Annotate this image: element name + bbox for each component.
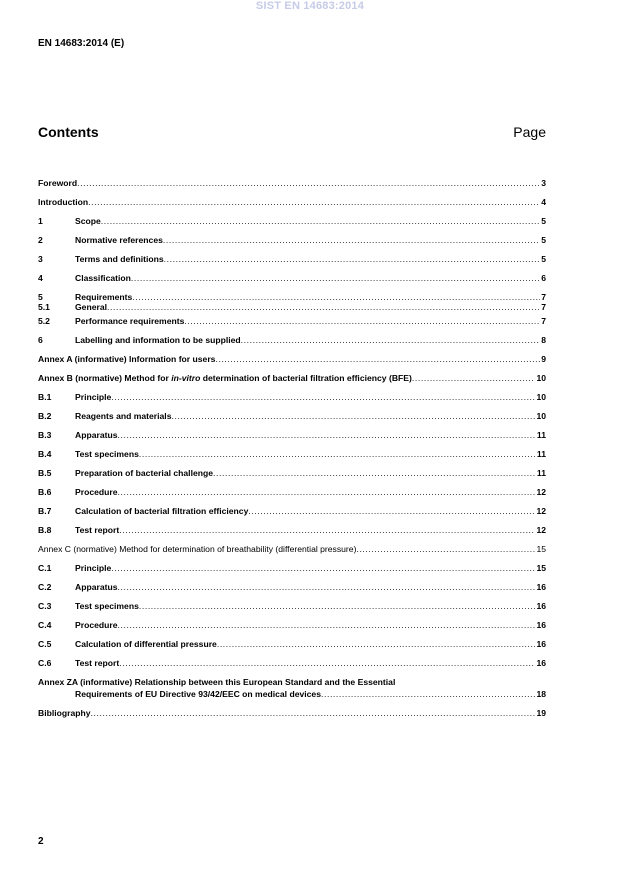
- toc-page: 4: [541, 197, 546, 207]
- toc-title: Principle: [75, 563, 112, 573]
- toc-number: C.3: [38, 601, 52, 611]
- toc-title: Test report: [75, 658, 120, 668]
- toc-page: 11: [536, 449, 546, 459]
- toc-entry-labelling[interactable]: [38, 333, 546, 345]
- toc-entry-general[interactable]: [38, 300, 546, 312]
- toc-number: B.3: [38, 430, 52, 440]
- toc-number: C.5: [38, 639, 52, 649]
- toc-leader: [171, 411, 535, 421]
- toc-entry-bibliography[interactable]: [38, 706, 546, 718]
- toc-page: 16: [536, 601, 546, 611]
- toc-title: Calculation of differential pressure: [75, 639, 217, 649]
- toc-entry-normative-references[interactable]: [38, 233, 546, 245]
- toc-title: Principle: [75, 392, 112, 402]
- toc-leader: [111, 563, 535, 573]
- toc-title: Labelling and information to be supplied: [75, 335, 241, 345]
- toc-leader: [88, 197, 540, 207]
- toc-leader: [356, 544, 535, 554]
- toc-number: C.4: [38, 620, 52, 630]
- toc-entry-terms[interactable]: [38, 252, 546, 264]
- toc-page: 7: [541, 316, 546, 326]
- toc-title: General: [75, 302, 108, 312]
- toc-page: 5: [541, 254, 546, 264]
- toc-entry-introduction[interactable]: [38, 195, 546, 207]
- toc-page: 11: [536, 430, 546, 440]
- toc-leader: [163, 235, 540, 245]
- toc-page: 10: [536, 392, 546, 402]
- toc-number: B.1: [38, 392, 52, 402]
- toc-number: 1: [38, 216, 43, 226]
- toc-leader: [101, 216, 540, 226]
- toc-title-part: Annex B (normative) Method for: [38, 373, 172, 383]
- toc-number: B.2: [38, 411, 52, 421]
- toc-leader: [111, 392, 535, 402]
- toc-leader: [107, 302, 540, 312]
- toc-number: C.2: [38, 582, 52, 592]
- toc-title: Annex A (informative) Information for users: [38, 354, 216, 364]
- toc-entry-c4[interactable]: [38, 618, 546, 630]
- toc-title: Procedure: [75, 487, 118, 497]
- toc-title: Apparatus: [75, 582, 118, 592]
- page-column-label: Page: [513, 124, 546, 140]
- toc-entry-c1[interactable]: [38, 561, 546, 573]
- toc-leader: [412, 373, 536, 383]
- toc-leader: [118, 620, 536, 630]
- toc-title: Preparation of bacterial challenge: [75, 468, 214, 478]
- toc-title: [38, 373, 412, 383]
- toc-leader: [118, 487, 536, 497]
- toc-title: Test report: [75, 525, 120, 535]
- contents-heading: Contents: [38, 124, 99, 140]
- toc-number: B.8: [38, 525, 52, 535]
- toc-page: 12: [536, 525, 546, 535]
- document-id: EN 14683:2014 (E): [38, 38, 125, 49]
- toc-number: 5.1: [38, 302, 50, 312]
- toc-number: B.4: [38, 449, 52, 459]
- toc-entry-c3[interactable]: [38, 599, 546, 611]
- watermark: SIST EN 14683:2014: [255, 0, 365, 12]
- toc-page: 16: [536, 639, 546, 649]
- toc-title: Annex C (normative) Method for determination of breathability (differential pressure): [38, 544, 357, 554]
- toc-entry-foreword[interactable]: [38, 176, 546, 188]
- toc-entry-b6[interactable]: [38, 485, 546, 497]
- toc-entry-scope[interactable]: [38, 214, 546, 226]
- toc-leader: [215, 354, 540, 364]
- toc-number: B.7: [38, 506, 52, 516]
- toc-entry-annex-c[interactable]: [38, 542, 546, 554]
- toc-number: 4: [38, 273, 43, 283]
- toc-title: Normative references: [75, 235, 163, 245]
- toc-page: 10: [536, 373, 546, 383]
- toc-entry-annex-za-line2[interactable]: [38, 687, 546, 699]
- toc-entry-c5[interactable]: [38, 637, 546, 649]
- toc-leader: [184, 316, 540, 326]
- toc-entry-b1[interactable]: [38, 390, 546, 402]
- toc-page: 12: [536, 487, 546, 497]
- toc-title: Reagents and materials: [75, 411, 172, 421]
- toc-leader: [241, 335, 541, 345]
- toc-page: 12: [536, 506, 546, 516]
- toc-number: 3: [38, 254, 43, 264]
- toc-title: Requirements: [75, 292, 133, 302]
- toc-leader: [119, 525, 535, 535]
- toc-title-part: determination of bacterial filtration efficiency (BFE): [200, 373, 412, 383]
- toc-title: Procedure: [75, 620, 118, 630]
- toc-page: 8: [541, 335, 546, 345]
- toc-title: Calculation of bacterial filtration efficiency: [75, 506, 249, 516]
- toc-title-italic: in-vitro: [171, 373, 201, 383]
- toc-leader: [119, 658, 535, 668]
- toc-title: Introduction: [38, 197, 89, 207]
- toc-leader: [164, 254, 541, 264]
- toc-leader: [248, 506, 535, 516]
- toc-leader: [118, 582, 536, 592]
- toc-number: 2: [38, 235, 43, 245]
- toc-number: B.5: [38, 468, 52, 478]
- toc-entry-b3[interactable]: [38, 428, 546, 440]
- toc-entry-annex-a[interactable]: [38, 352, 546, 364]
- toc-page: 18: [536, 689, 546, 699]
- toc-leader: [217, 639, 536, 649]
- toc-entry-annex-za-line1[interactable]: [38, 675, 546, 687]
- toc-number: C.1: [38, 563, 52, 573]
- toc-leader: [139, 601, 536, 611]
- toc-entry-classification[interactable]: [38, 271, 546, 283]
- toc-page: 5: [541, 235, 546, 245]
- toc-title: Annex ZA (informative) Relationship between this European Standard and the Essential: [38, 677, 396, 687]
- toc-title: Bibliography: [38, 708, 91, 718]
- page-number: 2: [38, 836, 44, 847]
- toc-leader: [213, 468, 536, 478]
- toc-number: 5.2: [38, 316, 50, 326]
- toc-page: 7: [541, 302, 546, 312]
- toc-entry-c6[interactable]: [38, 656, 546, 668]
- toc-number: B.6: [38, 487, 52, 497]
- toc-entry-b2[interactable]: [38, 409, 546, 421]
- toc-entry-b4[interactable]: [38, 447, 546, 459]
- toc-leader: [131, 273, 540, 283]
- toc-title: Test specimens: [75, 601, 139, 611]
- toc-title: Foreword: [38, 178, 78, 188]
- toc-entry-b8[interactable]: [38, 523, 546, 535]
- toc-number: C.6: [38, 658, 52, 668]
- toc-title: Apparatus: [75, 430, 118, 440]
- toc-page: 6: [541, 273, 546, 283]
- toc-title: Scope: [75, 216, 101, 226]
- toc-title: Performance requirements: [75, 316, 185, 326]
- toc-entry-performance-requirements[interactable]: [38, 314, 546, 326]
- toc-number: 6: [38, 335, 43, 345]
- toc-page: 15: [536, 563, 546, 573]
- toc-page: 16: [536, 582, 546, 592]
- toc-page: 10: [536, 411, 546, 421]
- toc-leader: [77, 178, 540, 188]
- toc-page: 7: [541, 292, 546, 302]
- toc-leader: [321, 689, 535, 699]
- toc-entry-b5[interactable]: [38, 466, 546, 478]
- toc-page: 5: [541, 216, 546, 226]
- toc-page: 15: [536, 544, 546, 554]
- toc-leader: [118, 430, 536, 440]
- toc-page: 19: [536, 708, 546, 718]
- toc-entry-c2[interactable]: [38, 580, 546, 592]
- toc-leader: [139, 449, 536, 459]
- toc-page: 16: [536, 620, 546, 630]
- toc-entry-b7[interactable]: [38, 504, 546, 516]
- toc-title: Test specimens: [75, 449, 139, 459]
- toc-title: Terms and definitions: [75, 254, 164, 264]
- toc-entry-annex-b[interactable]: [38, 371, 546, 383]
- toc-title: Requirements of EU Directive 93/42/EEC on medical devices: [75, 689, 321, 699]
- toc-page: 3: [541, 178, 546, 188]
- toc-page: 9: [541, 354, 546, 364]
- toc-page: 11: [536, 468, 546, 478]
- toc-title: Classification: [75, 273, 131, 283]
- toc-leader: [91, 708, 536, 718]
- toc-page: 16: [536, 658, 546, 668]
- toc-number: 5: [38, 292, 43, 302]
